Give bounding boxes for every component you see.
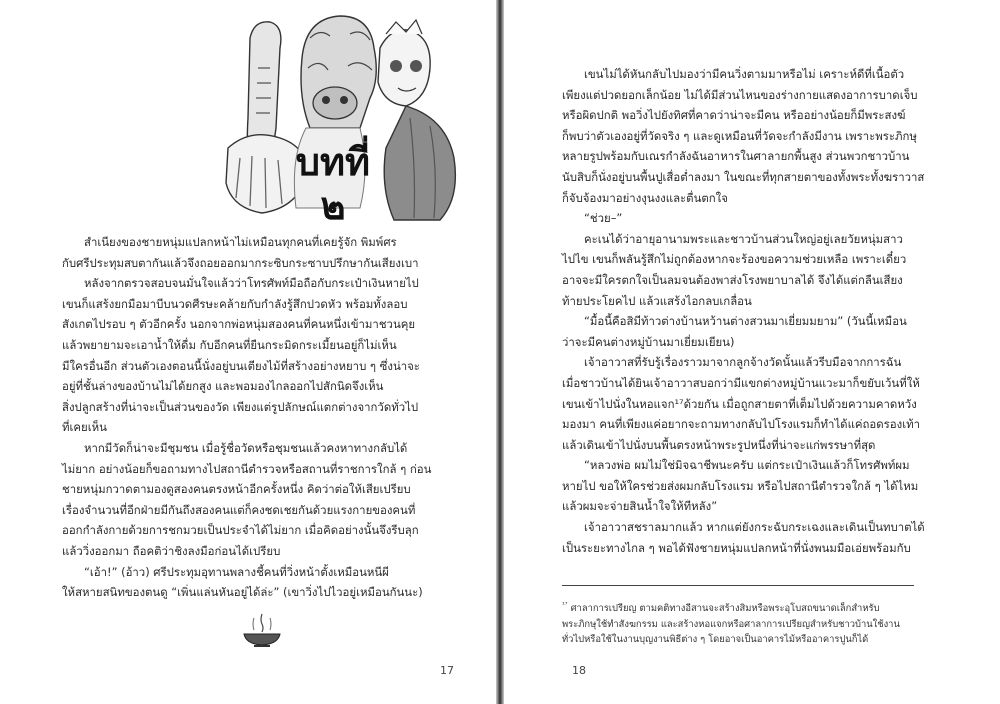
text-line: “มื้อนี้คือสิมีท้าวต่างบ้านหว้านต่างสวนมาเยี่ยมมยาม” (วันนี้เหมือน: [584, 314, 907, 329]
text-line: ก็จับจ้องมาอย่างงุนงงและตื่นตกใจ: [562, 190, 728, 205]
text-line: แล้วเดินเข้าไปนั่งบนพื้นตรงหน้าพระรูปหนึ่งที่น่าจะแก่พรรษาที่สุด: [562, 437, 876, 452]
text-line: เจ้าอาวาสที่รับรู้เรื่องราวมาจากลูกจ้างวัดนั้นแล้วรีบมือจากการฉัน: [584, 355, 902, 370]
text-line: ที่เคยเห็น: [62, 420, 107, 435]
text-line: สังเกตไปรอบ ๆ ตัวอีกครั้ง นอกจากพ่อหนุ่มสองคนที่คนหนึ่งเข้ามาชวนคุย: [62, 317, 416, 332]
text-line: ก็พบว่าตัวเองอยู่ที่วัดจริง ๆ และดูเหมือนที่วัดจะกำลังมีงาน เพราะพระภิกษุ: [562, 128, 917, 143]
text-line: ออกกำลังกายด้วยการชกมวยเป็นประจำได้ไม่ยาก เมื่อคิดอย่างนั้นจึงรีบลุก: [62, 523, 419, 538]
text-line: เจ้าอาวาสชราลมากแล้ว หากแต่ยังกระฉับกระเฉงและเดินเป็นทบาตได้: [584, 520, 925, 535]
text-line: สำเนียงของชายหนุ่มแปลกหน้าไม่เหมือนทุกคนที่เคยรู้จัก พิมพ์ศร: [84, 235, 397, 249]
chapter-title: [268, 140, 398, 228]
right-body-text: [562, 64, 962, 558]
text-line: หลายรูปพร้อมกับเณรกำลังฉันอาหารในศาลายกพื้นสูง ส่วนพวกชาวบ้าน: [562, 149, 910, 164]
text-line: คะเนได้ว่าอายุอานามพระและชาวบ้านส่วนใหญ่อยู่เลยวัยหนุ่มสาว: [584, 231, 903, 246]
text-line: เรื่องจำนวนที่อีกฝ่ายมีกันถึงสองคนแต่ก็คงชดเชยกันด้วยแรงกายของคนที่: [62, 502, 416, 517]
text-line: ไม่ยาก อย่างน้อยก็ขอถามทางไปสถานีตำรวจหรือสถานที่ราชการใกล้ ๆ ก่อน: [62, 461, 432, 476]
text-line: นับสิบก็นั่งอยู่บนพื้นปูเสื่อต่ำลงมา ในขณะที่ทุกสายตาของทั้งพระทั้งฆราวาส: [562, 169, 925, 184]
text-line: สิ่งปลูกสร้างที่น่าจะเป็นส่วนของวัด เพียงแต่รูปลักษณ์แตกต่างจากวัดทั่วไป: [62, 399, 419, 414]
chapter-number: ๒: [320, 184, 346, 228]
text-line: “ช่วย–”: [584, 211, 623, 226]
footnote-divider: [562, 585, 914, 586]
text-line: หากมีวัดก็น่าจะมีชุมชน เมื่อรู้ชื่อวัดหรือชุมชนแล้วคงหาทางกลับได้: [84, 440, 408, 455]
footnote-marker: ¹⁷: [562, 601, 568, 609]
text-line: ให้สหายสนิทของตนดู “เพิ่นแล่นหันอยู่ได้ล่ะ” (เขาวิ่งไปไวอยู่เหมือนกันนะ): [62, 585, 423, 600]
text-line: แล้วผมจะจ่ายสินน้ำใจให้ทีหลัง”: [562, 499, 718, 514]
footnote: [562, 598, 962, 648]
text-line: มีใครอื่นอีก ส่วนตัวเองตอนนี้นั่งอยู่บนเตียงไม้ที่สร้างอย่างหยาบ ๆ ซึ่งน่าจะ: [62, 358, 420, 373]
text-line: เขนเข้าไปนั่งในหอแจก¹⁷ด้วยกัน เมื่อถูกสายตาที่เต็มไปด้วยความคาดหวัง: [562, 396, 917, 411]
text-line: หลังจากตรวจสอบจนมั่นใจแล้วว่าโทรศัพท์มือถือกับกระเป๋าเงินหายไป: [84, 276, 419, 291]
chapter-title-word: บทที่: [295, 140, 371, 184]
text-line: เมื่อชาวบ้านได้ยินเจ้าอาวาสบอกว่ามีแขกต่างหมู่บ้านแวะมาก็ขยับเว้นที่ให้: [562, 375, 920, 390]
text-line: ชายหนุ่มกวาดตามองดูสองคนตรงหน้าอีกครั้งหนึ่ง คิดว่าต่อให้เสียเปรียบ: [62, 482, 411, 497]
text-line: หรือผิดปกติ พอวิ่งไปยังทิศที่คาดว่าน่าจะมีคน หรืออย่างน้อยก็มีพระสงฆ์: [562, 108, 906, 123]
text-line: ว่าจะมีคนต่างหมู่บ้านมาเยี่ยมเยียน): [562, 334, 735, 349]
footnote-line: ทั่วไปหรือใช้ในงานบุญงานพิธีต่าง ๆ โดยอาจเป็นอาคารไม้หรืออาคารปูนก็ได้: [562, 634, 869, 646]
footnote-line: [562, 598, 962, 617]
text-line: เขนก็แสร้งยกมือมาบีบนวดศีรษะคล้ายกับกำลังรู้สึกปวดหัว พร้อมทั้งลอบ: [62, 296, 408, 311]
offering-bowl-illustration: [240, 612, 284, 648]
page-number-left: 17: [440, 664, 454, 677]
text-line: แล้ววิ่งออกมา ถือคติว่าชิงลงมือก่อนได้เปรียบ: [62, 543, 281, 558]
text-line: ไปไข เขนก็พลันรู้สึกไม่ถูกต้องหากจะร้องขอความช่วยเหลือ เพราะเดี๋ยว: [562, 252, 907, 267]
footnote-line: พระภิกษุใช้ทำสังฆกรรม และสร้างหอแจกหรือศาลาการเปรียญสำหรับชาวบ้านใช้งาน: [562, 618, 900, 630]
text-line: หายไป ขอให้ใครช่วยส่งผมกลับโรงแรม หรือไปสถานีตำรวจใกล้ ๆ ได้ไหม: [562, 478, 919, 493]
text-line: มองมา คนที่เพียงแค่อยากจะถามทางกลับไปโรงแรมก็ทำได้แค่ถอดรองเท้า: [562, 417, 920, 432]
left-body-text: [62, 232, 474, 603]
page-number-right: 18: [572, 664, 586, 677]
text-line: กับศรีประทุมสบตากันแล้วจึงถอยออกมากระซิบกระซาบปรึกษากันเสียงเบา: [62, 255, 419, 270]
footnote-text: ศาลาการเปรียญ ตามคติทางอีสานจะสร้างสิมหรือพระอุโบสถขนาดเล็กสำหรับ: [570, 603, 880, 615]
text-line: เพียงแต่ปวดยอกเล็กน้อย ไม่ได้มีส่วนไหนของร่างกายแสดงอาการบาดเจ็บ: [562, 87, 918, 102]
text-line: เขนไม่ได้หันกลับไปมองว่ามีคนวิ่งตามมาหรือไม่ เคราะห์ดีที่เนื้อตัว: [584, 67, 905, 81]
text-line: แล้วพยายามจะเอาน้ำให้ดื่ม กับอีกคนที่ยืนกระมิดกระเมี้ยนอยู่ก็ไม่เห็น: [62, 337, 397, 352]
text-line: “หลวงพ่อ ผมไม่ใช่มิจฉาชีพนะครับ แต่กระเป๋าเงินแล้วก็โทรศัพท์ผม: [584, 458, 910, 473]
text-line: “เอ้า!” (อ้าว) ศรีประทุมอุทานพลางชี้คนที่วิ่งหน้าตั้งเหมือนหนีผี: [84, 564, 389, 579]
text-line: เป็นระยะทางไกล ๆ พอได้ฟังชายหนุ่มแปลกหน้าที่นั่งพนมมือเอ่ยพร้อมกับ: [562, 540, 911, 555]
text-line: อยู่ที่ชั้นล่างของบ้านไม่ได้ยกสูง และพอมองไกลออกไปสักนิดจึงเห็น: [62, 379, 384, 394]
text-line: ท้ายประโยคไป แล้วแสร้งไอกลบเกลื่อน: [562, 293, 752, 308]
text-line: อาจจะมีใครตกใจเป็นลมจนต้องพาส่งโรงพยาบาลได้ จึงได้แต่กลืนเสียง: [562, 272, 903, 287]
left-page: [0, 0, 496, 704]
book-spine: [496, 0, 504, 704]
